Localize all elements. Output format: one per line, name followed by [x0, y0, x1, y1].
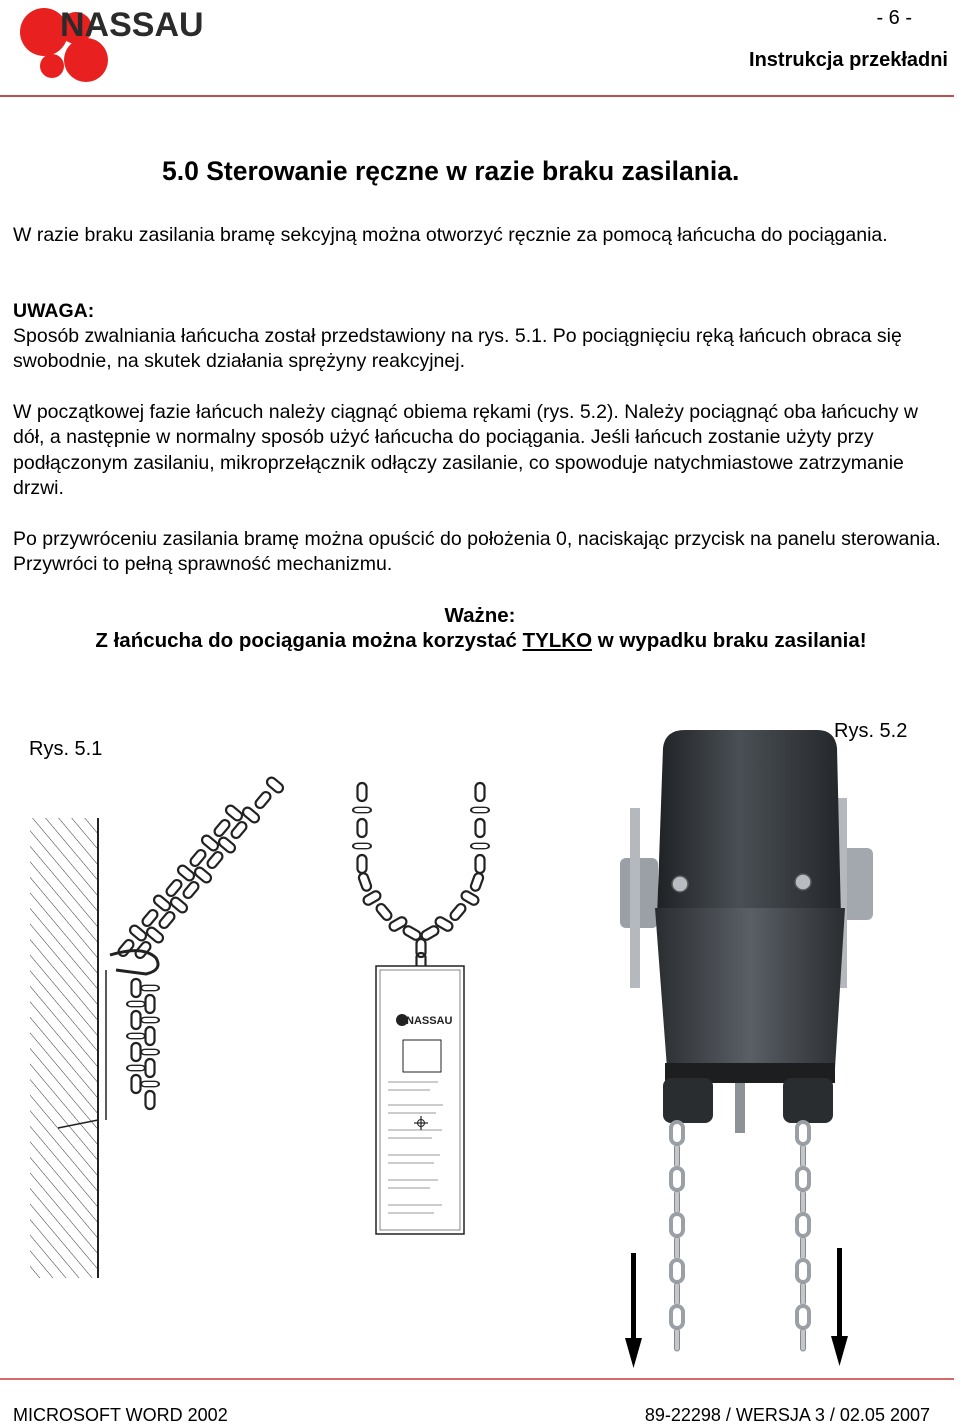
- figure-5-1-label: Rys. 5.1: [29, 738, 103, 760]
- page-number: - 6 -: [876, 7, 912, 29]
- figure-5-1-chain-release-drawing: [18, 770, 518, 1290]
- chain-loop-right: [420, 783, 489, 941]
- important-text-after: w wypadku braku zasilania!: [592, 629, 867, 652]
- left-chain: [671, 1122, 683, 1351]
- wall-drawing: [30, 818, 98, 1278]
- section-title: 5.0 Sterowanie ręczne w razie braku zasilania.: [162, 156, 740, 186]
- important-text-before: Z łańcucha do pociągania można korzystać: [95, 629, 523, 652]
- page-header: [0, 0, 960, 96]
- paragraph-release: Sposób zwalniania łańcucha został przedstawiony na rys. 5.1. Po pociągnięciu ręką łańcuch obraca się swobodnie, na skutek działania sprężyny reakcyjnej.: [13, 325, 902, 373]
- pull-down-arrow-left-icon: [625, 1253, 642, 1368]
- document-title: Instrukcja przekładni: [749, 49, 948, 71]
- pull-down-arrow-right-icon: [831, 1248, 848, 1366]
- paragraph-intro: W razie braku zasilania bramę sekcyjną można otworzyć ręcznie za pomocą łańcucha do pociągania.: [13, 224, 888, 246]
- footer-divider: [0, 1378, 954, 1380]
- footer-software: MICROSOFT WORD 2002: [13, 1405, 228, 1424]
- paragraph-initial-phase: W początkowej fazie łańcuch należy ciągnąć obiema rękami (rys. 5.2). Należy pociągnąć oba łańcuchy w dół, a następnie w normalny sposób użyć łańcucha do pociągania. Jeśli łańcuch zostanie użyty przy podłączonym zasilaniu, mikroprzełącznik odłączy zasilanie, co spowoduje natychmiastowe zatrzymanie drzwi.: [13, 401, 919, 499]
- paragraph-restore: Po przywróceniu zasilania bramę można opuścić do położenia 0, naciskając przycisk na panelu sterowania. Przywróci to pełną sprawność mechanizmu.: [13, 528, 941, 576]
- important-label: Ważne:: [444, 604, 516, 627]
- figure-5-2-motor-drawing: [585, 708, 960, 1373]
- important-notice: [0, 629, 960, 653]
- nassau-logo: [14, 4, 214, 86]
- motor-housing: [655, 730, 845, 1083]
- hook-icon: [110, 951, 158, 974]
- figure-5-2-label: Rys. 5.2: [834, 720, 908, 742]
- header-divider: [0, 95, 954, 97]
- footer-document-code: 89-22298 / WERSJA 3 / 02.05 2007: [644, 1405, 930, 1424]
- hanging-chain: [127, 979, 159, 1109]
- instruction-tag: [376, 966, 464, 1234]
- right-chain: [797, 1122, 809, 1351]
- tag-logo-text: NASSAU: [406, 1015, 453, 1027]
- important-emphasis: TYLKO: [522, 629, 593, 652]
- warning-label: UWAGA:: [13, 300, 95, 322]
- chain-loop-left: [353, 783, 422, 941]
- logo-wordmark: NASSAU: [60, 6, 204, 44]
- diagonal-chain: [117, 776, 285, 960]
